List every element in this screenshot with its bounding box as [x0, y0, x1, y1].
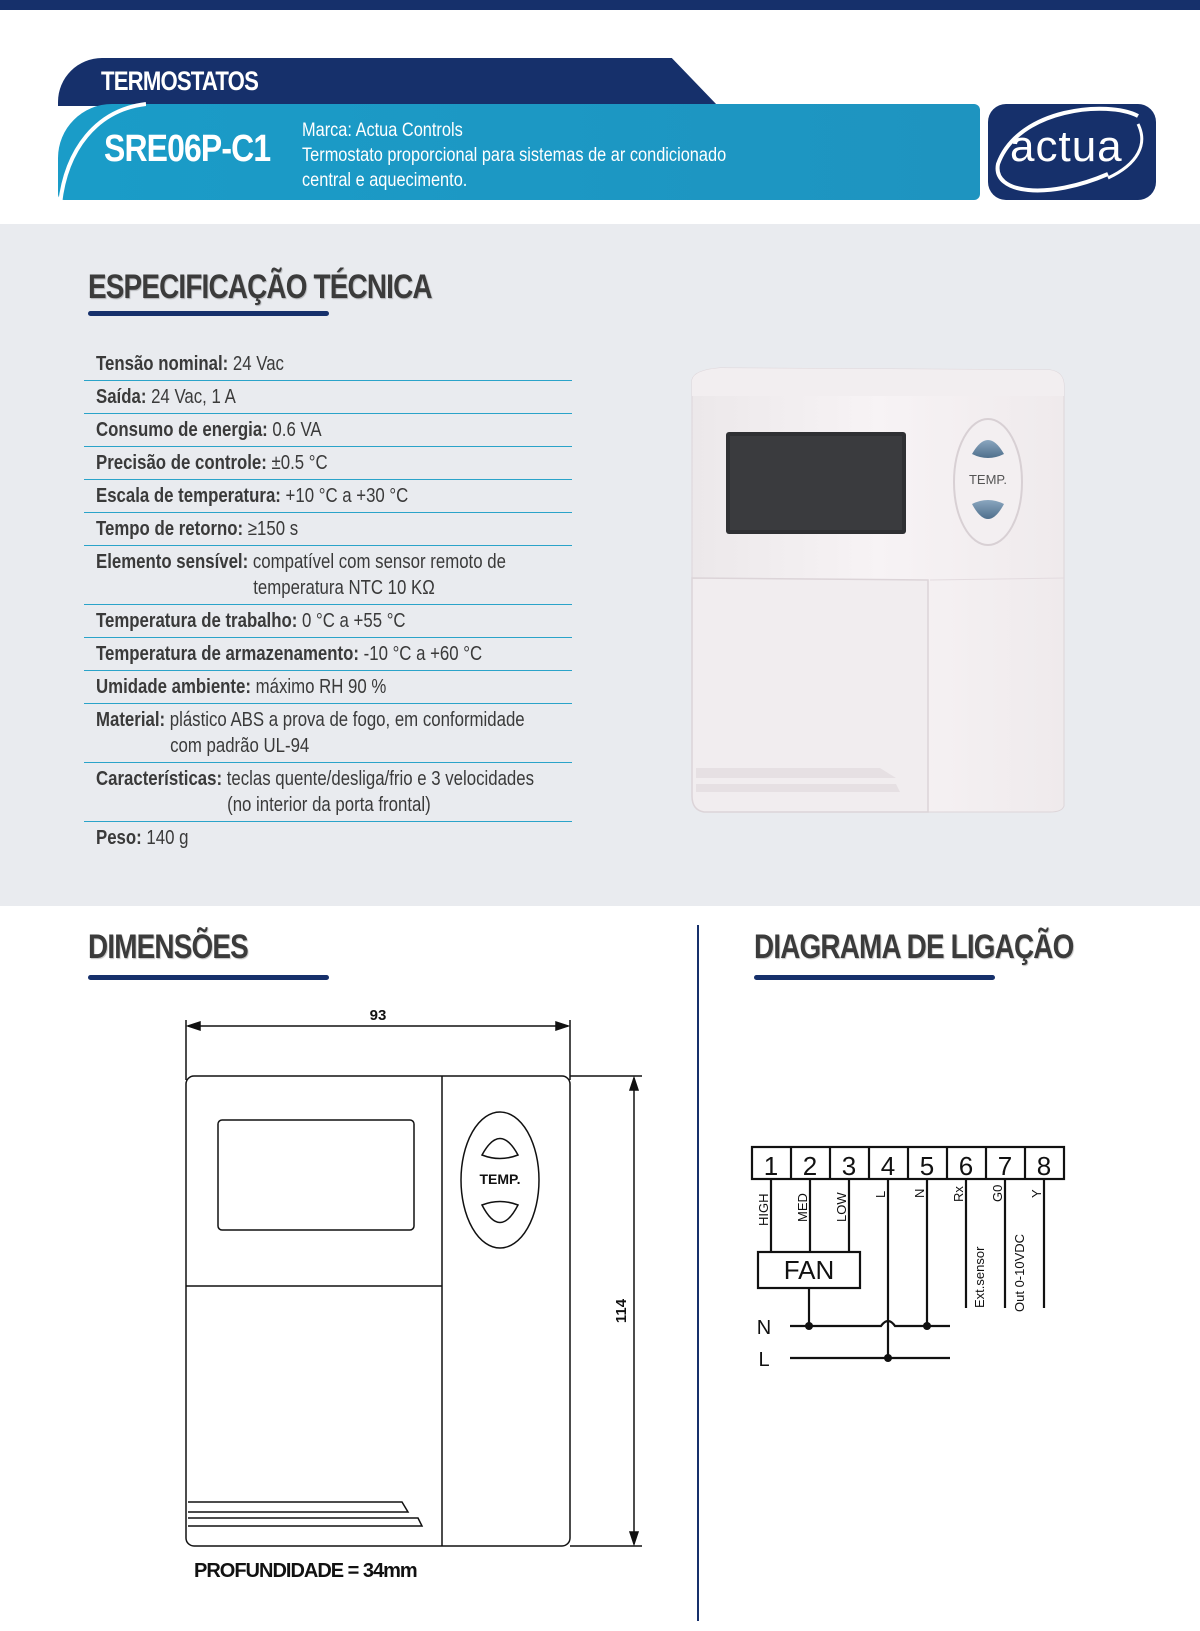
spec-line: [96, 608, 496, 634]
spec-line: [96, 549, 506, 575]
spec-value: 140 g: [141, 827, 189, 849]
spec-label: Peso:: [96, 827, 142, 849]
terminal-label-low: LOW: [834, 1192, 849, 1222]
description-line: Termostato proporcional para sistemas de ar condicionado: [302, 145, 727, 166]
spec-label: Precisão de controle:: [96, 452, 267, 474]
category-label: TERMOSTATOS: [101, 66, 259, 96]
dimension-drawing: [170, 1000, 650, 1560]
spec-value: 0.6 VA: [267, 419, 322, 441]
section-divider: [697, 925, 699, 1621]
terminal-label-g0: G0: [990, 1184, 1005, 1202]
spec-list: [84, 348, 572, 854]
spec-value: máximo RH 90 %: [250, 676, 387, 698]
terminal-5: 5: [919, 1151, 935, 1181]
spec-value: teclas quente/desliga/frio e 3 velocidades: [222, 768, 535, 790]
terminal-2: 2: [802, 1151, 818, 1181]
output-label: Out 0-10VDC: [1012, 1233, 1027, 1312]
terminal-label-l: L: [873, 1190, 888, 1198]
spec-label: Tensão nominal:: [96, 353, 229, 375]
dimensions-title: DIMENSÕES: [88, 928, 248, 966]
spec-value: ±0.5 °C: [266, 452, 328, 474]
terminal-4: 4: [880, 1151, 896, 1181]
spec-value: 24 Vac, 1 A: [146, 386, 236, 408]
spec-value: -10 °C a +60 °C: [358, 643, 483, 665]
spec-row: [84, 480, 572, 513]
spec-value-continued: com padrão UL-94: [170, 735, 310, 757]
terminal-6: 6: [958, 1151, 974, 1181]
drawing-temp-label: TEMP.: [479, 1171, 521, 1187]
spec-row: [84, 605, 572, 638]
terminal-label-med: MED: [795, 1193, 810, 1222]
spec-line: [96, 825, 496, 851]
spec-value: 0 °C a +55 °C: [297, 610, 406, 632]
description-line: Marca: Actua Controls: [302, 120, 463, 141]
terminal-8: 8: [1036, 1151, 1052, 1181]
description-line: central e aquecimento.: [302, 170, 468, 191]
top-bar: [0, 0, 1200, 10]
live-line-label: L: [758, 1349, 770, 1371]
spec-label: Saída:: [96, 386, 147, 408]
spec-label: Temperatura de armazenamento:: [96, 643, 359, 665]
spec-line: [96, 707, 525, 733]
dimensions-title-underline: [88, 975, 329, 980]
spec-line: [96, 516, 496, 542]
spec-line: [96, 641, 496, 667]
device-temp-label: TEMP.: [968, 472, 1008, 487]
thermostat-photo: [690, 366, 1070, 816]
spec-row: [84, 822, 572, 854]
spec-value-continued: temperatura NTC 10 KΩ: [253, 577, 435, 599]
specs-title: ESPECIFICAÇÃO TÉCNICA: [88, 268, 432, 306]
spec-row: [84, 381, 572, 414]
terminal-1: 1: [763, 1151, 779, 1181]
terminal-7: 7: [997, 1151, 1013, 1181]
spec-line: [96, 351, 496, 377]
spec-row: [84, 671, 572, 704]
terminal-label-high: HIGH: [756, 1193, 771, 1226]
spec-row: [84, 546, 572, 605]
spec-row: [84, 447, 572, 480]
terminal-3: 3: [841, 1151, 857, 1181]
spec-label: Tempo de retorno:: [96, 518, 244, 540]
product-model: SRE06P-C1: [104, 128, 271, 170]
spec-value: plástico ABS a prova de fogo, em conformidade: [165, 709, 525, 731]
spec-label: Consumo de energia:: [96, 419, 268, 441]
spec-row: [84, 513, 572, 546]
neutral-line-label: N: [756, 1317, 772, 1339]
spec-line: [96, 766, 535, 792]
spec-row: [84, 414, 572, 447]
spec-line: [96, 417, 496, 443]
spec-value: 24 Vac: [228, 353, 284, 375]
spec-line: [96, 483, 496, 509]
wiring-title-underline: [754, 975, 995, 980]
wiring-title: DIAGRAMA DE LIGAÇÃO: [754, 928, 1074, 966]
spec-label: Elemento sensível:: [96, 551, 249, 573]
fan-label: FAN: [783, 1255, 835, 1285]
spec-row: [84, 704, 572, 763]
spec-value: compatível com sensor remoto de: [248, 551, 506, 573]
spec-row: [84, 638, 572, 671]
specs-title-underline: [88, 311, 329, 316]
terminal-label-y: Y: [1029, 1189, 1044, 1198]
spec-value: +10 °C a +30 °C: [280, 485, 409, 507]
spec-label: Características:: [96, 768, 223, 790]
wiring-diagram: [740, 1130, 1080, 1380]
spec-line: [96, 674, 496, 700]
spec-label: Umidade ambiente:: [96, 676, 251, 698]
product-description: [302, 118, 784, 193]
spec-value: ≥150 s: [243, 518, 299, 540]
actua-logo: [988, 104, 1156, 200]
depth-label: PROFUNDIDADE = 34mm: [194, 1560, 417, 1582]
ext-sensor-label: Ext.sensor: [972, 1246, 987, 1308]
spec-label: Escala de temperatura:: [96, 485, 281, 507]
spec-line: [96, 384, 496, 410]
spec-line: [96, 450, 496, 476]
spec-row: [84, 348, 572, 381]
height-label: 114: [613, 1298, 630, 1324]
spec-label: Temperatura de trabalho:: [96, 610, 298, 632]
terminal-label-rx: Rx: [951, 1186, 966, 1202]
logo-text: actua: [1010, 122, 1123, 171]
spec-value-continued: (no interior da porta frontal): [227, 794, 431, 816]
width-label: 93: [369, 1007, 387, 1024]
spec-row: [84, 763, 572, 822]
spec-label: Material:: [96, 709, 166, 731]
terminal-label-n: N: [912, 1188, 927, 1198]
